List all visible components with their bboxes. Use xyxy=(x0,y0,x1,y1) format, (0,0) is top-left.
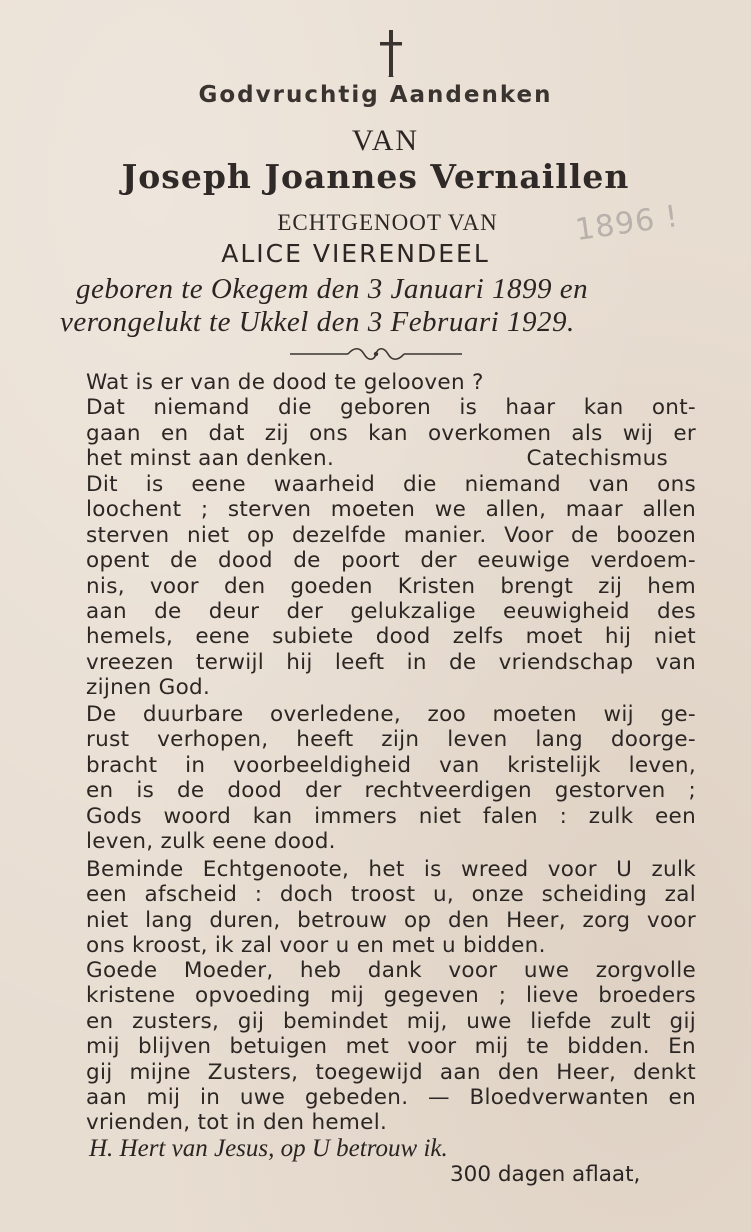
divider-ornament-icon xyxy=(290,344,462,364)
text-fragment: het minst aan denken. xyxy=(86,446,335,472)
text-line: De duurbare overledene, zoo moeten wij ge- xyxy=(86,702,696,727)
text-line: aan mij in uwe gebeden. — Bloedverwanten en xyxy=(86,1085,696,1111)
text-line: een afscheid : doch troost u, onze scheiding zal xyxy=(86,882,696,908)
paragraph-2 xyxy=(86,472,696,701)
invocation: H. Hert van Jesus, op U betrouw ik. xyxy=(89,1135,448,1162)
text-line: Dat niemand die geboren is haar kan ont- xyxy=(86,395,696,421)
text-line: en zusters, gij bemindet mij, uwe liefde zult gij xyxy=(86,1008,696,1034)
text-line: ons kroost, ik zal voor u en met u bidden. xyxy=(86,933,546,959)
paragraph-5 xyxy=(86,958,696,1136)
card-title: Godvruchtig Aandenken xyxy=(198,82,553,108)
text-line: gaan en dat zij ons kan overkomen als wij er xyxy=(86,420,696,446)
handwritten-note: 1896 ! xyxy=(573,198,681,249)
text-line: Beminde Echtgenoote, het is wreed voor U zulk xyxy=(86,857,696,882)
cross-icon xyxy=(378,28,404,78)
text-line: rust verhopen, heeft zijn leven lang doorge- xyxy=(86,727,696,753)
death-line: verongelukt te Ukkel den 3 Februari 1929. xyxy=(60,306,575,338)
text-line xyxy=(86,446,696,471)
text-line: sterven niet op dezelfde manier. Voor de boozen xyxy=(86,522,696,548)
text-line: kristene opvoeding mij gegeven ; lieve broeders xyxy=(86,983,696,1009)
text-line: en is de dood der rechtveerdigen gestorven ; xyxy=(86,778,696,804)
text-line: Dit is eene waarheid die niemand van ons xyxy=(86,472,696,497)
spouse-relation-label: ECHTGENOOT VAN xyxy=(277,210,498,235)
text-line: zijnen God. xyxy=(86,675,211,701)
spouse-name: ALICE VIERENDEEL xyxy=(221,239,490,268)
text-line: leven, zulk eene dood. xyxy=(86,829,336,855)
text-line: nis, voor den goeden Kristen brengt zij hem xyxy=(86,573,696,599)
question-line: Wat is er van de dood te gelooven ? xyxy=(86,370,484,395)
text-line: Gods woord kan immers niet falen : zulk een xyxy=(86,803,696,829)
text-line: mij blijven betuigen met voor mij te bidden. En xyxy=(86,1034,696,1060)
text-line: aan de deur der gelukzalige eeuwigheid des xyxy=(86,599,696,625)
text-line: gij mijne Zusters, toegewijd aan den Heer, denkt xyxy=(86,1059,696,1085)
text-line: opent de dood de poort der eeuwige verdoem- xyxy=(86,548,696,574)
catechismus-source: Catechismus xyxy=(526,446,668,472)
indulgence: 300 dagen aflaat, xyxy=(450,1162,641,1187)
birth-line: geboren te Okegem den 3 Januari 1899 en xyxy=(76,273,589,305)
text-line: niet lang duren, betrouw op den Heer, zorg voor xyxy=(86,907,696,933)
deceased-name: Joseph Joannes Vernaillen xyxy=(121,157,630,196)
paragraph-3 xyxy=(86,702,696,854)
text-line: hemels, eene subiete dood zelfs moet hij niet xyxy=(86,624,696,650)
van-label: VAN xyxy=(351,124,420,157)
text-line: vrienden, tot in den hemel. xyxy=(86,1110,388,1136)
text-line: Goede Moeder, heb dank voor uwe zorgvolle xyxy=(86,958,696,983)
text-line: loochent ; sterven moeten we allen, maar allen xyxy=(86,497,696,523)
paragraph-4 xyxy=(86,857,696,959)
catechism-question xyxy=(86,370,696,472)
text-line: vreezen terwijl hij leeft in de vriendschap van xyxy=(86,649,696,675)
text-line: bracht in voorbeeldigheid van kristelijk leven, xyxy=(86,752,696,778)
